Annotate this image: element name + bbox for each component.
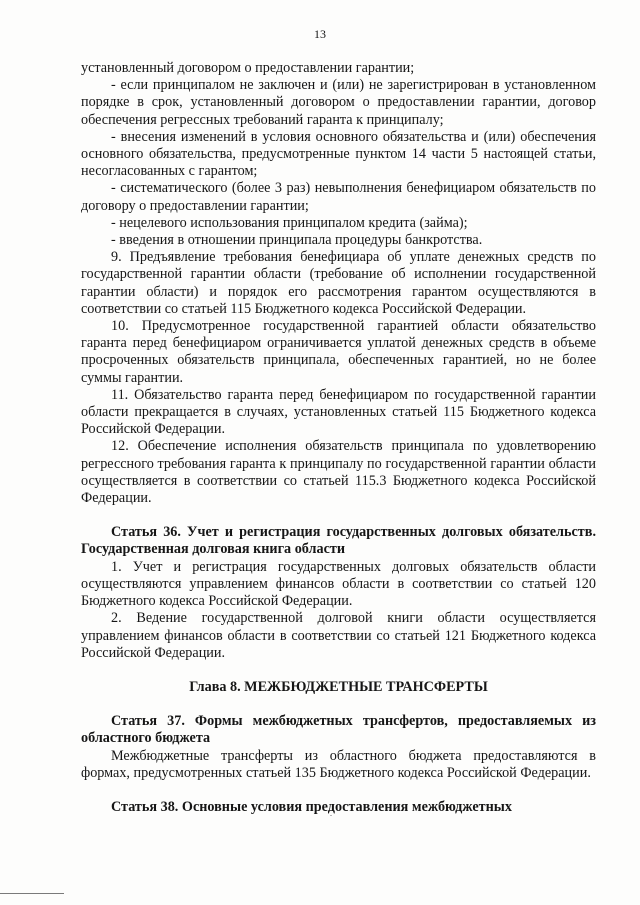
article-36-paragraph-2: 2. Ведение государственной долговой книги области осуществляется управлением финансов области в соответствии со статьей 121 Бюджетного кодекса Российской Федерации. (81, 610, 596, 661)
list-item-bankruptcy: - введения в отношении принципала процедуры банкротства. (111, 232, 483, 249)
article-36-heading: Статья 36. Учет и регистрация государственных долговых обязательств. Государственная долговая книга области (81, 524, 596, 558)
list-item-changes: - внесения изменений в условия основного обязательства и (или) обеспечения основного обязательства, предусмотренные пунктом 14 части 5 настоящей статьи, несогласованных с гарантом; (81, 128, 596, 180)
article-37-heading: Статья 37. Формы межбюджетных трансфертов, предоставляемых из областного бюджета (81, 713, 596, 747)
page-number: 13 (314, 27, 326, 41)
list-item-not-registered: - если принципалом не заключен и (или) не зарегистрирован в установленном порядке в срок, установленный договором о предоставлении гарантии, договор обеспечения регрессных требований гаранта к принципалу; (81, 77, 596, 128)
list-item-systematic-failure: - систематического (более 3 раз) невыполнения бенефициаром обязательств по договору о предоставлении гарантии; (81, 180, 596, 214)
article-38-heading: Статья 38. Основные условия предоставления межбюджетных (111, 798, 512, 815)
paragraph-9: 9. Предъявление требования бенефициара об уплате денежных средств по государственной гарантии области (требование об исполнении государственной гарантии области) и порядок его рассмотрения гарантом осуществляются в соответствии со статьей 115 Бюджетного кодекса Российской Федерации. (81, 249, 596, 317)
paragraph-11: 11. Обязательство гаранта перед бенефициаром по государственной гарантии области прекращается в случаях, установленных статьей 115 Бюджетного кодекса Российской Федерации. (81, 386, 596, 438)
footnote-divider (0, 893, 64, 894)
paragraph-12: 12. Обеспечение исполнения обязательств принципала по удовлетворению регрессного требования гаранта к принципалу по государственной гарантии области осуществляется в соответствии со статьей 115.3 Бюджетного кодекса Российской Федерации. (81, 438, 596, 507)
document-body (81, 60, 596, 816)
chapter-title: Глава 8. МЕЖБЮДЖЕТНЫЕ ТРАНСФЕРТЫ (189, 678, 488, 695)
article-37-paragraph-1: Межбюджетные трансферты из областного бюджета предоставляются в формах, предусмотренных статьей 135 Бюджетного кодекса Российской Федерации. (81, 747, 596, 781)
scan-speck (330, 815, 332, 816)
paragraph-continuation: установленный договором о предоставлении гарантии; (81, 60, 415, 76)
paragraph-10: 10. Предусмотренное государственной гарантией области обязательство гаранта перед бенефициаром ограничивается уплатой денежных средств в объеме просроченных обязательств принципала, обеспеченных гарантией, но не более суммы гарантии. (81, 318, 596, 386)
article-36-paragraph-1: 1. Учет и регистрация государственных долговых обязательств области осуществляются управлением финансов области в соответствии со статьей 120 Бюджетного кодекса Российской Федерации. (81, 558, 596, 610)
list-item-misuse: - нецелевого использования принципалом кредита (займа); (111, 214, 468, 231)
